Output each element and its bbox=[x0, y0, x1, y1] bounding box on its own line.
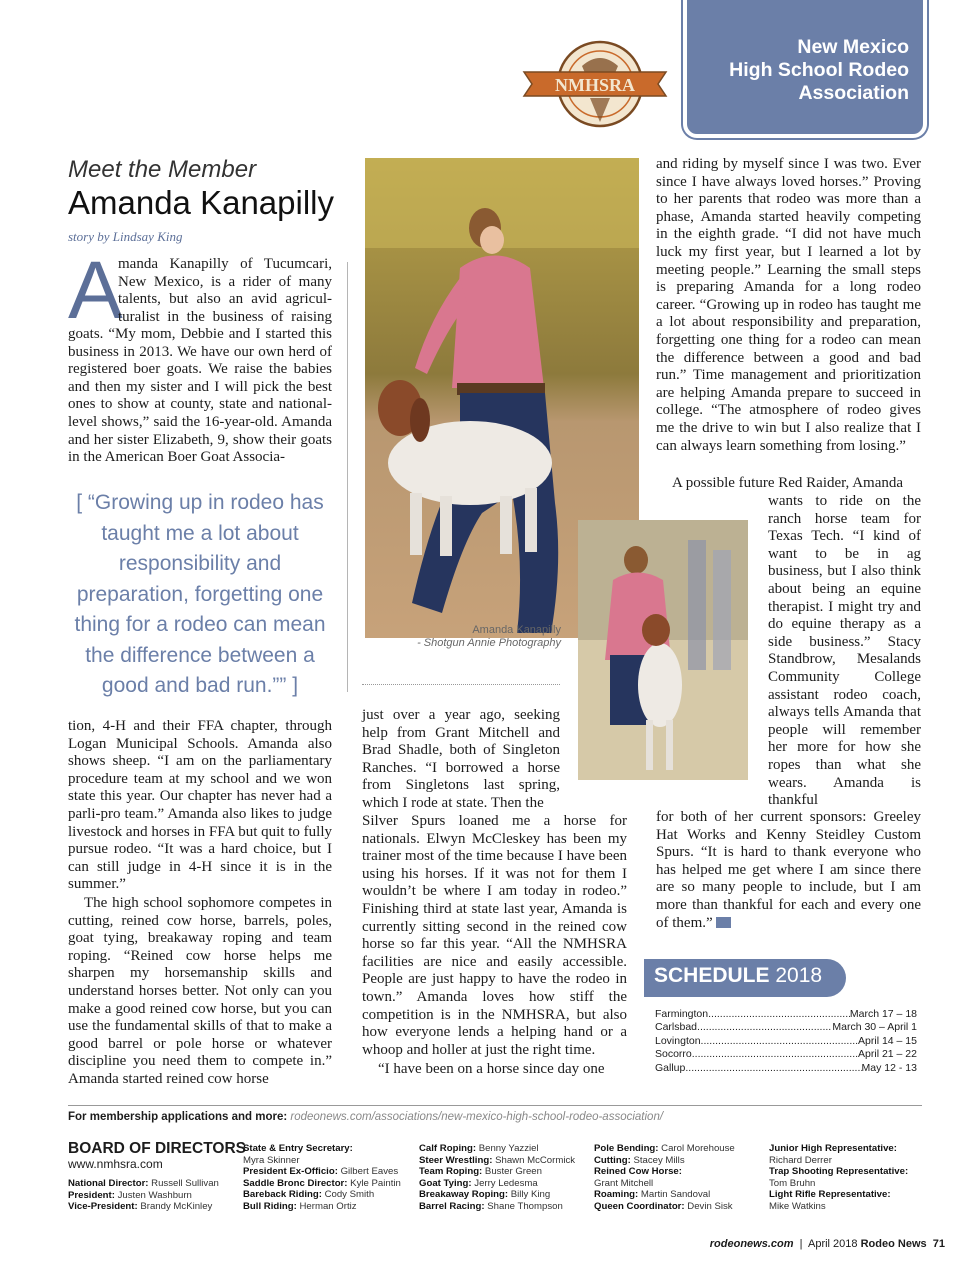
body-paragraph: “I have been on a horse since day one bbox=[378, 1061, 605, 1077]
schedule-list bbox=[655, 1008, 917, 1075]
footer-issue: April 2018 bbox=[808, 1238, 858, 1250]
membership-link[interactable]: rodeonews.com/associations/new-mexico-high-school-rodeo-association/ bbox=[290, 1111, 664, 1123]
board-website[interactable]: www.nmhsra.com bbox=[68, 1157, 163, 1171]
caption-credit: - Shotgun Annie Photography bbox=[417, 637, 561, 649]
nmhsra-logo bbox=[520, 36, 670, 132]
end-mark-icon bbox=[716, 917, 731, 928]
photo-caption bbox=[365, 624, 561, 650]
intro-line: New Mexico, is a rider of many bbox=[118, 273, 332, 290]
article-kicker: Meet the Member bbox=[68, 156, 257, 183]
schedule-row: Lovington ..... April 14 – 15 bbox=[655, 1035, 917, 1048]
board-column: Pole Bending: Carol Morehouse Cutting: Stacey Mills Reined Cow Horse: Grant Mitchell Roaming: Martin Sandoval Queen Coordinator: Devin Sisk bbox=[594, 1143, 735, 1212]
body-paragraph: Silver Spurs loaned me a horse for nationals. Elwyn McCleskey has been my trainer most of the time because I have been using his horses. If it was not for them I wouldn’t be where I am today in rodeo.” Finishing third at state last year, Amanda is currently sitting second in the reined cow horse so far this year. “All the NMHSRA facilities are nice and easily accessible. People are just happy to have the rodeo in town.” Amanda loves how stiff the competition is in the NMHSRA, but also how everyone lends a helping hand or a whoop and holler at just the right time. bbox=[362, 813, 627, 1058]
article-byline: story by Lindsay King bbox=[68, 229, 183, 244]
intro-paragraph: goats. “My mom, Debbie and I started this business in 2013. We have our own herd of registered boer goats. We raise the babies and then my sister and I will pick the best ones to show at county, state and national-level shows,” said the 16-year-old. Amanda and her sister Elizabeth, 9, show their goats in the American Boer Goat Associa- bbox=[68, 326, 332, 466]
board-column: National Director: Russell Sullivan President: Justen Washburn Vice-President: Brandy McKinley bbox=[68, 1178, 219, 1213]
footer-divider bbox=[68, 1105, 922, 1106]
body-paragraph: and riding by myself since I was two. Ever since I have always loved horses.” Proving to her parents that rodeo was more than a phase, Amanda started heavily competing in the eighth grade. “I did not have much luck my first year, but I learned a lot by meeting people.” Learning the small steps is preparing Amanda for a long rodeo career. “Growing up in rodeo has taught me a lot about responsibility and preparation, forgetting one thing for a rodeo can mean the difference between a good and bad run.” Time management and prioritization are helping Amanda prepare to succeed in college. “The atmosphere of rodeo gives me the drive to win but I also realize that I can always learn something from losing.” bbox=[656, 156, 921, 454]
board-column: Junior High Representative: Richard Derrer Trap Shooting Representative: Tom Bruhn Light Rifle Representative: Mike Watkins bbox=[769, 1143, 909, 1212]
intro-line: turalist in the business of raising bbox=[118, 308, 332, 325]
closing-text: for both of her current sponsors: Greeley Hat Works and Kenny Steidley Custom Spurs. “It is hard to thank everyone who has helped me get where I am since there are so many people to include, but I am more than thankful for each and every one of them.” bbox=[656, 809, 921, 931]
page-number: 71 bbox=[932, 1238, 945, 1250]
schedule-row: Farmington ..... March 17 – 18 bbox=[655, 1008, 917, 1021]
body-paragraph: The high school sophomore competes in cutting, reined cow horse, barrels, poles, goat tying, breakaway roping and team roping. “Reined cow horse helps me sharpen my horsemanship skills and understand horses better. Not only can you make a good reined cow horse, but you can use the fundamental skills of that to make a good barrel or pole horse or whatever discipline you need them to compete in.” Amanda started reined cow horse bbox=[68, 895, 332, 1087]
intro-line: talents, but also an avid agricul- bbox=[118, 291, 332, 308]
schedule-row: Carlsbad ..... March 30 – April 1 bbox=[655, 1021, 917, 1034]
schedule-row: Gallup ..... May 12 - 13 bbox=[655, 1062, 917, 1075]
logo-wordmark: NMHSRA bbox=[555, 75, 635, 95]
pull-quote: [ “Growing up in rodeo has taught me a lot about responsibility and preparation, forgetting one thing for a rodeo can mean the difference between a good and bad run.”” ] bbox=[74, 491, 326, 697]
article-title: Amanda Kanapilly bbox=[68, 184, 334, 221]
body-paragraph: just over a year ago, seeking help from Grant Mitchell and Brad Shadle, both of Singleton Ranches. “I borrowed a horse from Singletons last spring, which I rode at state. Then the bbox=[362, 707, 560, 811]
association-name: New Mexico High School Rodeo Association bbox=[729, 36, 909, 104]
board-title: BOARD OF DIRECTORS bbox=[68, 1140, 246, 1157]
membership-line: For membership applications and more: rodeonews.com/associations/new-mexico-high-school-rodeo-association/ bbox=[68, 1111, 664, 1123]
drop-cap: A bbox=[68, 245, 123, 336]
page-footer: rodeonews.com | April 2018 Rodeo News 71 bbox=[709, 1238, 945, 1250]
footer-magazine: Rodeo News bbox=[860, 1238, 927, 1250]
photo-amanda-goat-show bbox=[578, 520, 748, 780]
column-divider bbox=[347, 262, 348, 692]
board-column: State & Entry Secretary: Myra Skinner President Ex-Officio: Gilbert Eaves Saddle Bronc Director: Kyle Paintin Bareback Riding: Cody Smith Bull Riding: Herman Ortiz bbox=[243, 1143, 401, 1212]
schedule-title: SCHEDULE 2018 bbox=[654, 964, 823, 987]
body-paragraph: wants to ride on the ranch horse team for Texas Tech. “I kind of want to be in ag business, but I also think about being an equine therapist. I might try and do equine therapy as a side business.” Stacy Standbrow, Mesalands Community College assistant rodeo coach, always tells Amanda that people will remember her more for how she ropes than what she wears. Amanda is thankful bbox=[768, 493, 921, 809]
caption-rule bbox=[362, 684, 560, 685]
body-paragraph bbox=[656, 809, 921, 932]
body-paragraph: tion, 4-H and their FFA chapter, through Logan Municipal Schools. Amanda also shows sheep. “I am on the parliamentary procedure team at my school and we won state this year. Our chapter has never had a parli-pro team.” Amanda also likes to judge livestock and horses in FFA but quit to fully pursue rodeo. “It was a hard choice, but I can still judge in 4-H since it is in the summer.” bbox=[68, 718, 332, 893]
board-column: Calf Roping: Benny Yazziel Steer Wrestling: Shawn McCormick Team Roping: Buster Green Goat Tying: Jerry Ledesma Breakaway Roping: Billy King Barrel Racing: Shane Thompson bbox=[419, 1143, 576, 1212]
body-paragraph-start: A possible future Red Raider, Amanda bbox=[672, 475, 904, 491]
footer-site[interactable]: rodeonews.com bbox=[709, 1238, 794, 1250]
caption-name: Amanda Kanapilly bbox=[472, 624, 561, 636]
schedule-row: Socorro ..... April 21 – 22 bbox=[655, 1048, 917, 1061]
intro-line: manda Kanapilly of Tucumcari, bbox=[118, 256, 332, 272]
association-header-tab bbox=[683, 0, 927, 138]
